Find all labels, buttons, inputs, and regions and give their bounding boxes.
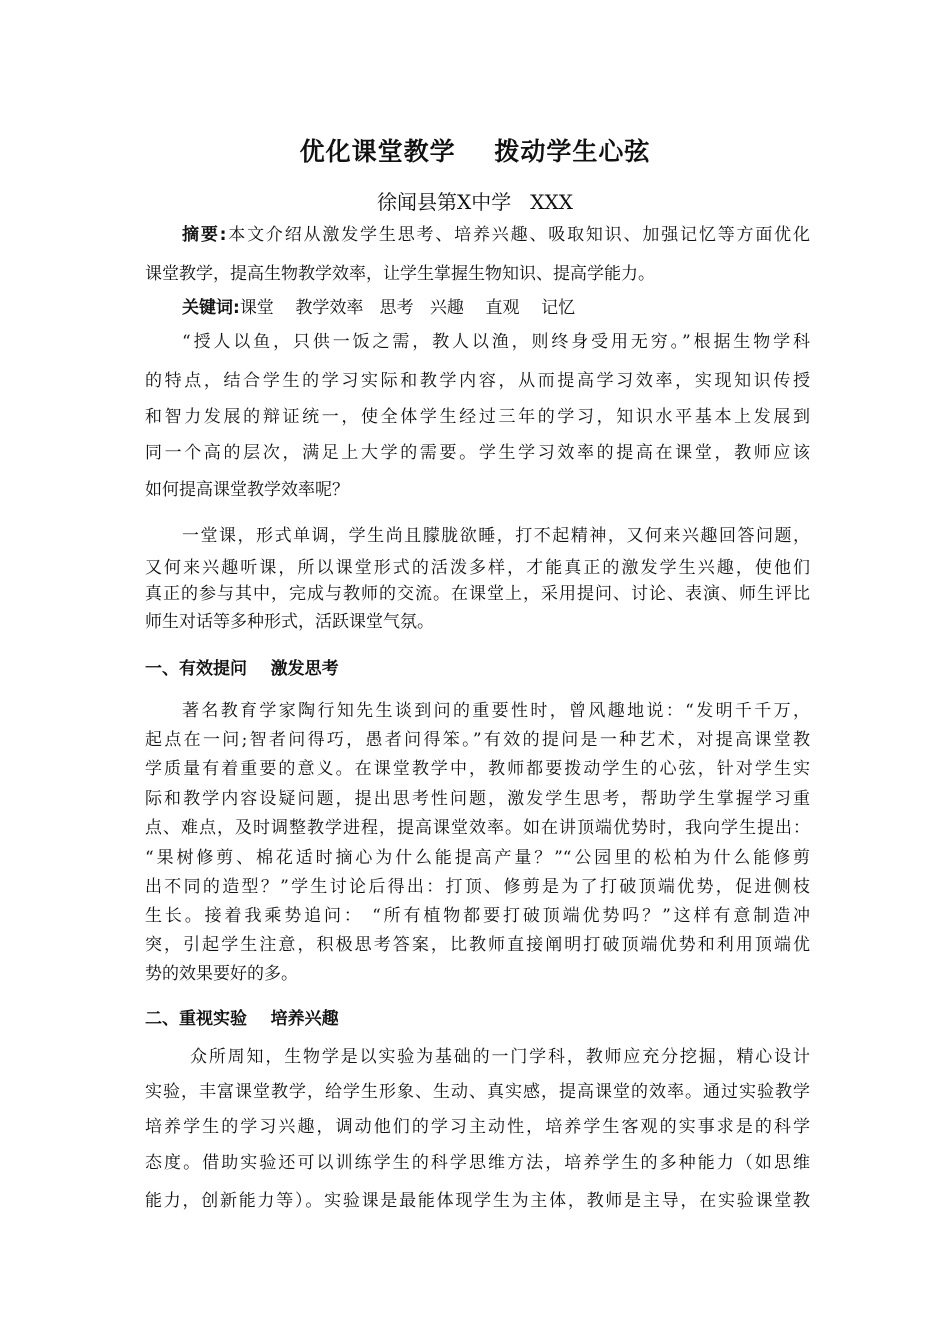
paragraph-line: 著名教育学家陶行知先生谈到问的重要性时，曾风趣地说：“发明千千万，: [182, 701, 810, 721]
paragraph-line: 出不同的造型？”学生讨论后得出：打顶、修剪是为了打破顶端优势，促进侧枝: [145, 877, 810, 897]
abstract-line: [182, 224, 810, 246]
paragraph-line: 态度。借助实验还可以训练学生的科学思维方法，培养学生的多种能力（如思维: [145, 1153, 810, 1173]
paragraph-line: 和智力发展的辩证统一，使全体学生经过三年的学习，知识水平基本上发展到: [145, 407, 810, 427]
paragraph-line: 实验，丰富课堂教学，给学生形象、生动、真实感，提高课堂的效率。通过实验教学: [145, 1082, 810, 1102]
section-heading: 二、重视实验 培养兴趣: [145, 1009, 339, 1029]
paragraph-line: 同一个高的层次，满足上大学的需要。学生学习效率的提高在课堂，教师应该: [145, 443, 810, 463]
paragraph-line: 际和教学内容设疑问题，提出思考性问题，激发学生思考，帮助学生掌握学习重: [145, 789, 810, 809]
paragraph-line: “果树修剪、棉花适时摘心为什么能提高产量？”“公园里的松柏为什么能修剪: [145, 848, 810, 868]
paragraph-line: 能力，创新能力等）。实验课是最能体现学生为主体，教师是主导，在实验课堂教: [145, 1191, 810, 1211]
author-line: 徐闻县第X中学 XXX: [376, 190, 574, 214]
paragraph-line: 势的效果要好的多。: [145, 964, 298, 984]
paragraph-line: 点、难点，及时调整教学进程，提高课堂效率。如在讲顶端优势时，我向学生提出：: [145, 818, 810, 838]
document-title: 优化课堂教学 拨动学生心弦: [299, 137, 651, 166]
paragraph-line: 师生对话等多种形式，活跃课堂气氛。: [145, 612, 434, 632]
paragraph-line: 培养学生的学习兴趣，调动他们的学习主动性，培养学生客观的实事求是的科学: [145, 1117, 810, 1137]
paragraph-line: 学质量有着重要的意义。在课堂教学中，教师都要拨动学生的心弦，针对学生实: [145, 759, 810, 779]
paragraph-line: 如何提高课堂教学效率呢？: [145, 480, 349, 500]
keywords-label: 关键词:: [182, 298, 240, 318]
paragraph-line: 真正的参与其中，完成与教师的交流。在课堂上，采用提问、讨论、表演、师生评比: [145, 584, 810, 604]
paragraph-line: 众所周知，生物学是以实验为基础的一门学科，教师应充分挖掘，精心设计: [190, 1047, 810, 1067]
paragraph-line: 起点在一问;智者问得巧，愚者问得笨。”有效的提问是一种艺术，对提高课堂教: [145, 730, 810, 750]
paragraph-line: “授人以鱼，只供一饭之需，教人以渔，则终身受用无穷。”根据生物学科: [182, 332, 810, 352]
keywords-line: [182, 297, 810, 319]
keywords-text: 课堂 教学效率 思考 兴趣 直观 记忆: [239, 298, 576, 318]
abstract-line: 课堂教学，提高生物教学效率，让学生掌握生物知识、提高学能力。: [145, 264, 655, 284]
abstract-label: 摘要:: [182, 225, 227, 245]
section-heading: 一、有效提问 激发思考: [145, 659, 339, 679]
abstract-text: 本文介绍从激发学生思考、培养兴趣、吸取知识、加强记忆等方面优化: [226, 225, 810, 245]
paragraph-line: 生长。接着我乘势追问： “所有植物都要打破顶端优势吗？”这样有意制造冲: [145, 906, 810, 926]
paragraph-line: 一堂课，形式单调，学生尚且朦胧欲睡，打不起精神，又何来兴趣回答问题，: [182, 526, 810, 546]
paragraph-line: 又何来兴趣听课，所以课堂形式的活泼多样，才能真正的激发学生兴趣，使他们: [145, 558, 810, 578]
paragraph-line: 的特点，结合学生的学习实际和教学内容，从而提高学习效率，实现知识传授: [145, 371, 810, 391]
paragraph-line: 突，引起学生注意，积极思考答案，比教师直接阐明打破顶端优势和利用顶端优: [145, 935, 810, 955]
